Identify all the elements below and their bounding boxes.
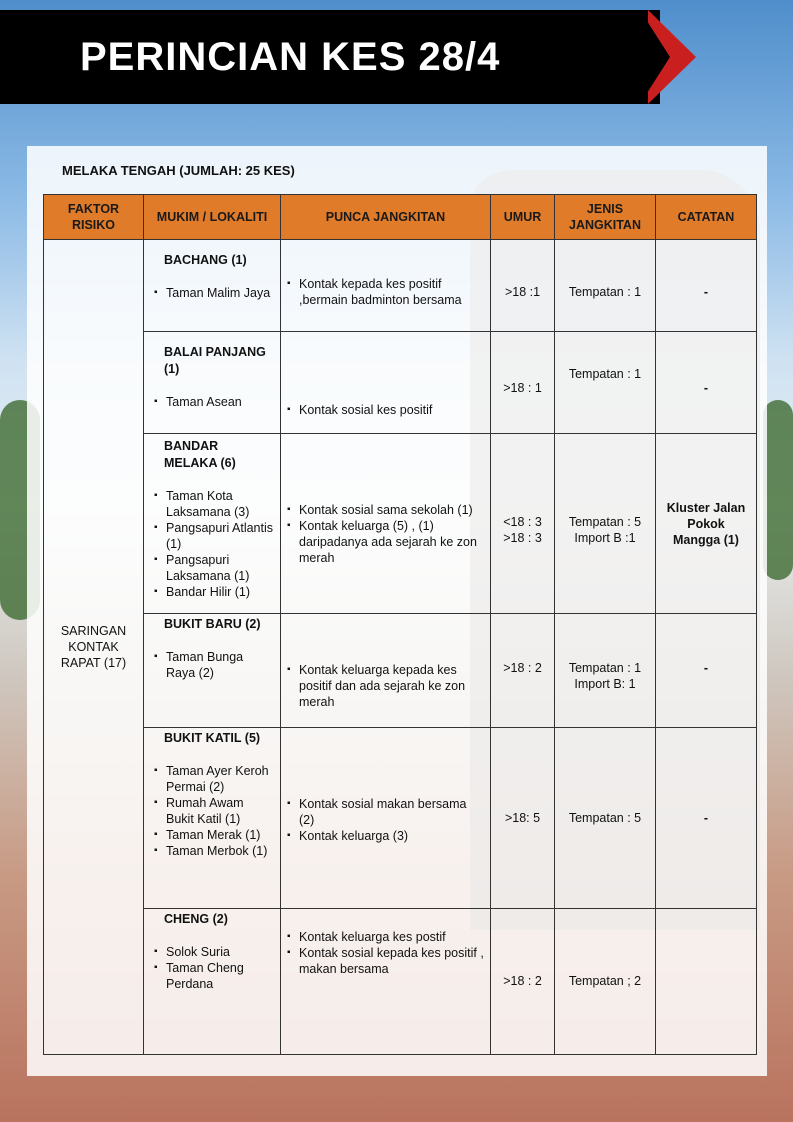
background-tree-right bbox=[763, 400, 793, 580]
umur-cell: <18 : 3 >18 : 3 bbox=[491, 434, 555, 614]
list-item: ▪ Kontak sosial kepada kes positif , makan bersama bbox=[287, 945, 484, 977]
catatan-cell: Kluster Jalan Pokok Mangga (1) bbox=[656, 434, 757, 614]
mukim-name: BUKIT KATIL (5) bbox=[164, 731, 261, 745]
list-item: ▪ Taman Merbok (1) bbox=[154, 843, 274, 859]
jenis-cell: Tempatan : 1 bbox=[555, 332, 656, 434]
list-item: ▪ Rumah Awam Bukit Katil (1) bbox=[154, 795, 274, 827]
lokaliti-list bbox=[154, 944, 274, 992]
list-item: ▪ Pangsapuri Atlantis (1) bbox=[154, 520, 274, 552]
punca-cell bbox=[281, 909, 491, 1055]
punca-cell bbox=[281, 614, 491, 728]
punca-list bbox=[287, 929, 484, 977]
list-item: ▪ Taman Ayer Keroh Permai (2) bbox=[154, 763, 274, 795]
list-item: ▪ Kontak sosial kes positif bbox=[287, 402, 484, 418]
list-item: ▪ Kontak sosial makan bersama (2) bbox=[287, 796, 484, 828]
umur-cell: >18 :1 bbox=[491, 240, 555, 332]
list-item: ▪ Kontak kepada kes positif ,bermain badminton bersama bbox=[287, 276, 484, 308]
mukim-name: CHENG (2) bbox=[164, 912, 228, 926]
punca-cell bbox=[281, 434, 491, 614]
table-header-row bbox=[44, 195, 757, 240]
list-item: ▪ Taman Kota Laksamana (3) bbox=[154, 488, 274, 520]
header-umur: UMUR bbox=[491, 195, 555, 240]
mukim-name: BANDAR MELAKA (6) bbox=[164, 439, 236, 470]
catatan-cell: - bbox=[656, 332, 757, 434]
umur-cell: >18 : 2 bbox=[491, 614, 555, 728]
list-item: ▪ Taman Merak (1) bbox=[154, 827, 274, 843]
table-row bbox=[44, 614, 757, 728]
list-item: ▪ Taman Bunga Raya (2) bbox=[154, 649, 274, 681]
header-catatan: CATATAN bbox=[656, 195, 757, 240]
list-item: ▪ Taman Malim Jaya bbox=[154, 285, 274, 301]
lokaliti-list bbox=[154, 649, 274, 681]
umur-cell: >18: 5 bbox=[491, 728, 555, 909]
list-item: ▪ Kontak sosial sama sekolah (1) bbox=[287, 502, 484, 518]
mukim-cell bbox=[144, 614, 281, 728]
header-mukim: MUKIM / LOKALITI bbox=[144, 195, 281, 240]
list-item: ▪ Kontak keluarga (3) bbox=[287, 828, 484, 844]
mukim-name: BALAI PANJANG (1) bbox=[164, 345, 266, 376]
table-row bbox=[44, 332, 757, 434]
jenis-cell: Tempatan : 1 Import B: 1 bbox=[555, 614, 656, 728]
lokaliti-list bbox=[154, 488, 274, 600]
catatan-cell bbox=[656, 909, 757, 1055]
list-item: ▪ Kontak keluarga kepada kes positif dan ada sejarah ke zon merah bbox=[287, 662, 484, 710]
case-table bbox=[43, 194, 757, 1055]
section-title: MELAKA TENGAH (JUMLAH: 25 KES) bbox=[62, 163, 295, 178]
table-row bbox=[44, 728, 757, 909]
banner-chevron-inner bbox=[640, 10, 670, 104]
mukim-name: BACHANG (1) bbox=[164, 253, 247, 267]
mukim-cell bbox=[144, 332, 281, 434]
catatan-cell: - bbox=[656, 728, 757, 909]
table-row bbox=[44, 434, 757, 614]
punca-list bbox=[287, 796, 484, 844]
faktor-cell bbox=[44, 240, 144, 1055]
list-item: ▪ Pangsapuri Laksamana (1) bbox=[154, 552, 274, 584]
punca-list bbox=[287, 402, 484, 418]
punca-cell bbox=[281, 240, 491, 332]
jenis-cell: Tempatan : 5 Import B :1 bbox=[555, 434, 656, 614]
header-faktor: FAKTOR RISIKO bbox=[44, 195, 144, 240]
mukim-cell bbox=[144, 240, 281, 332]
lokaliti-list bbox=[154, 394, 274, 410]
jenis-cell: Tempatan : 5 bbox=[555, 728, 656, 909]
punca-list bbox=[287, 276, 484, 308]
faktor-label: SARINGAN KONTAK RAPAT (17) bbox=[60, 624, 127, 670]
jenis-cell: Tempatan : 1 bbox=[555, 240, 656, 332]
list-item: ▪ Kontak keluarga kes postif bbox=[287, 929, 484, 945]
list-item: ▪ Solok Suria bbox=[154, 944, 274, 960]
punca-cell bbox=[281, 332, 491, 434]
catatan-cell: - bbox=[656, 614, 757, 728]
mukim-cell bbox=[144, 434, 281, 614]
mukim-name: BUKIT BARU (2) bbox=[164, 617, 261, 631]
umur-cell: >18 : 2 bbox=[491, 909, 555, 1055]
lokaliti-list bbox=[154, 763, 274, 859]
mukim-cell bbox=[144, 909, 281, 1055]
list-item: ▪ Taman Asean bbox=[154, 394, 274, 410]
list-item: ▪ Taman Cheng Perdana bbox=[154, 960, 274, 992]
table-row bbox=[44, 240, 757, 332]
list-item: ▪ Kontak keluarga (5) , (1) daripadanya ada sejarah ke zon merah bbox=[287, 518, 484, 566]
list-item: ▪ Bandar Hilir (1) bbox=[154, 584, 274, 600]
header-punca: PUNCA JANGKITAN bbox=[281, 195, 491, 240]
punca-cell bbox=[281, 728, 491, 909]
jenis-cell: Tempatan ; 2 bbox=[555, 909, 656, 1055]
page-title: PERINCIAN KES 28/4 bbox=[80, 35, 501, 79]
lokaliti-list bbox=[154, 285, 274, 301]
header-jenis: JENIS JANGKITAN bbox=[555, 195, 656, 240]
umur-cell: >18 : 1 bbox=[491, 332, 555, 434]
punca-list bbox=[287, 662, 484, 710]
catatan-cell: - bbox=[656, 240, 757, 332]
table-row bbox=[44, 909, 757, 1055]
mukim-cell bbox=[144, 728, 281, 909]
punca-list bbox=[287, 502, 484, 566]
